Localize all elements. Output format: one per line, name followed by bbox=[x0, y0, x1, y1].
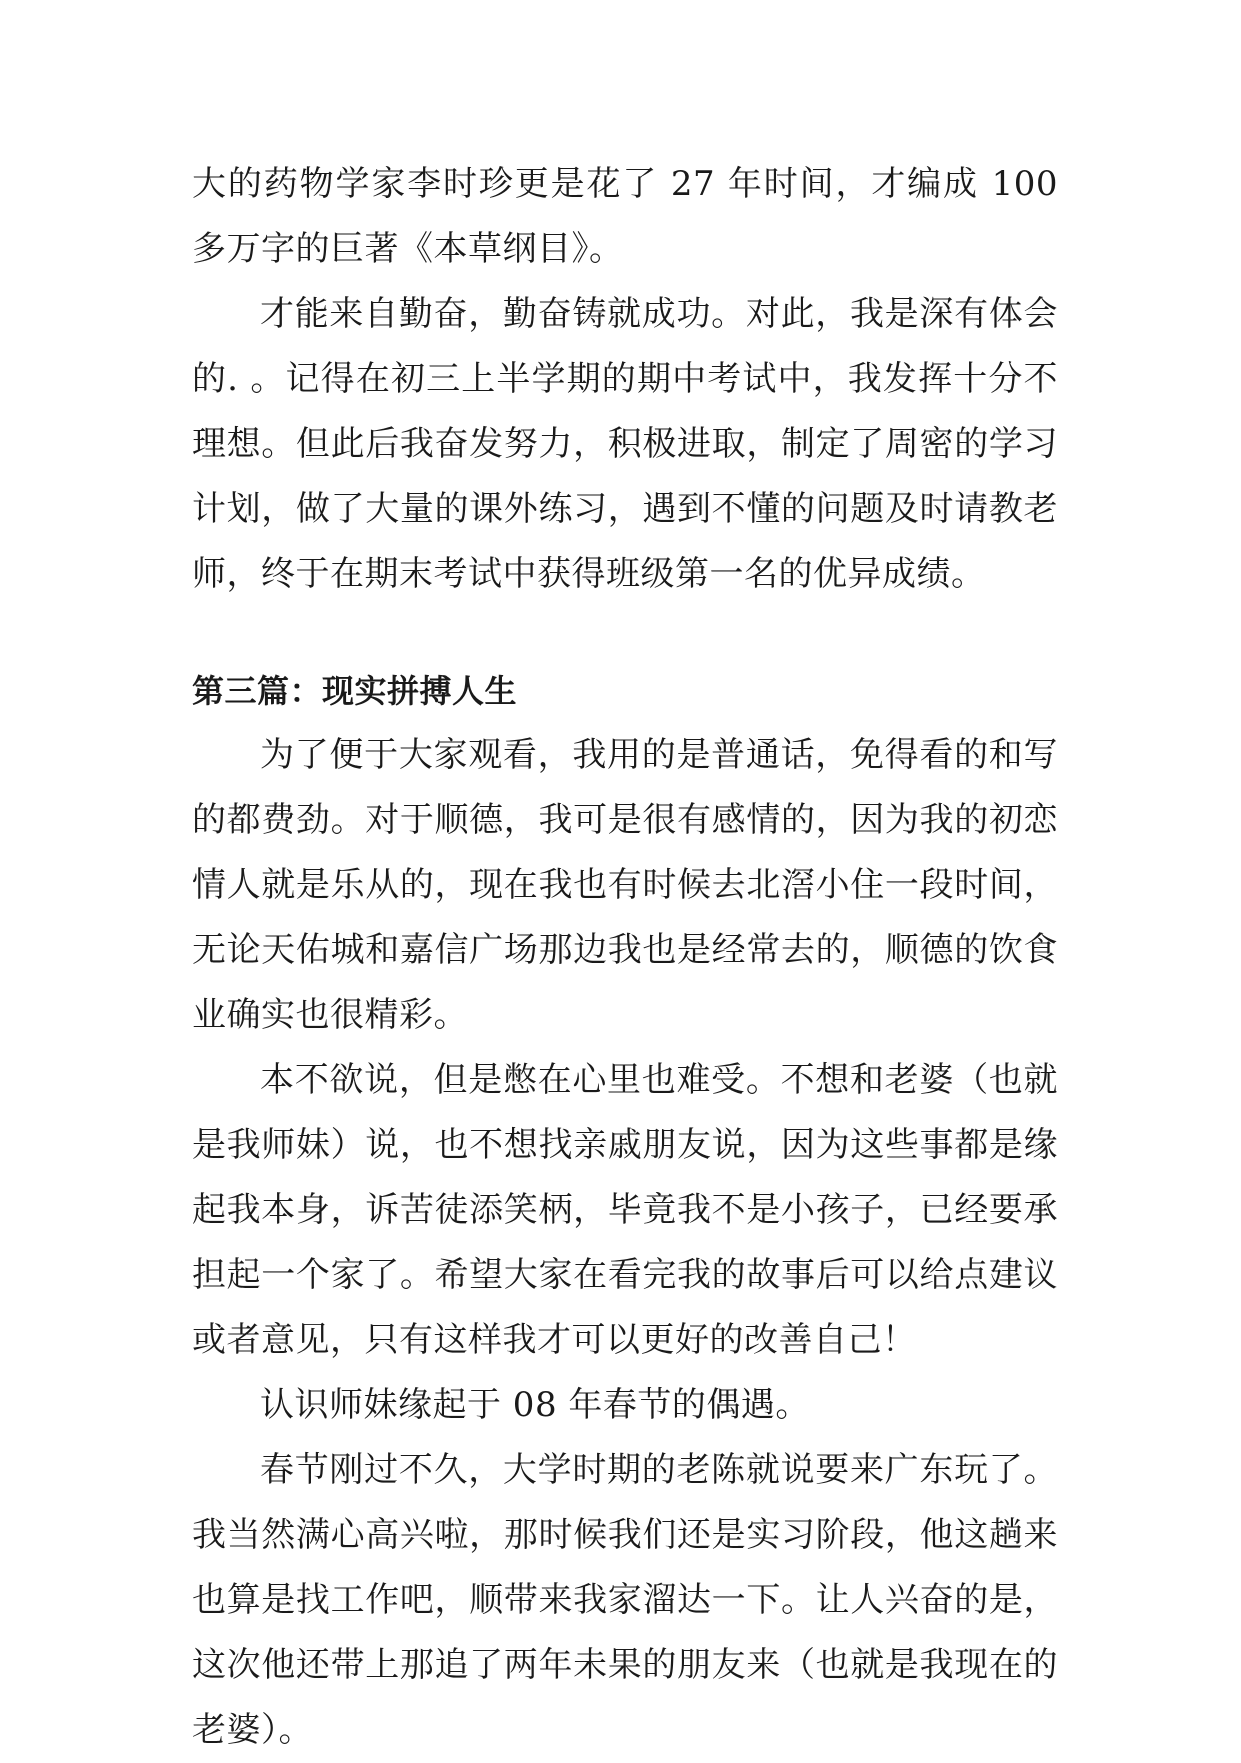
paragraph: 才能来自勤奋，勤奋铸就成功。对此，我是深有体会的. 。记得在初三上半学期的期中考试中，我发挥十分不理想。但此后我奋发努力，积极进取，制定了周密的学习计划，做了大量的课外练习，遇到不懂的问题及时请教老师，终于在期末考试中获得班级第一名的优异成绩。 bbox=[192, 294, 1058, 594]
paragraph: 本不欲说，但是憋在心里也难受。不想和老婆（也就是我师妹）说，也不想找亲戚朋友说，因为这些事都是缘起我本身，诉苦徒添笑柄，毕竟我不是小孩子，已经要承担起一个家了。希望大家在看完我的故事后可以给点建议或者意见，只有这样我才可以更好的改善自己！ bbox=[192, 1060, 1058, 1360]
paragraph-continued: 大的药物学家李时珍更是花了 27 年时间，才编成 100 多万字的巨著《本草纲目》。 bbox=[192, 164, 1058, 269]
paragraph: 春节刚过不久，大学时期的老陈就说要来广东玩了。我当然满心高兴啦，那时候我们还是实习阶段，他这趟来也算是找工作吧，顺带来我家溜达一下。让人兴奋的是，这次他还带上那追了两年未果的朋友来（也就是我现在的老婆）。 bbox=[192, 1450, 1058, 1750]
paragraph: 认识师妹缘起于 08 年春节的偶遇。 bbox=[260, 1385, 810, 1425]
paragraph: 为了便于大家观看，我用的是普通话，免得看的和写的都费劲。对于顺德，我可是很有感情的，因为我的初恋情人就是乐从的，现在我也有时候去北滘小住一段时间，无论天佑城和嘉信广场那边我也是经常去的，顺德的饮食业确实也很精彩。 bbox=[192, 735, 1058, 1035]
document-page bbox=[192, 152, 1058, 1763]
section-title: 第三篇：现实拼搏人生 bbox=[192, 672, 518, 710]
